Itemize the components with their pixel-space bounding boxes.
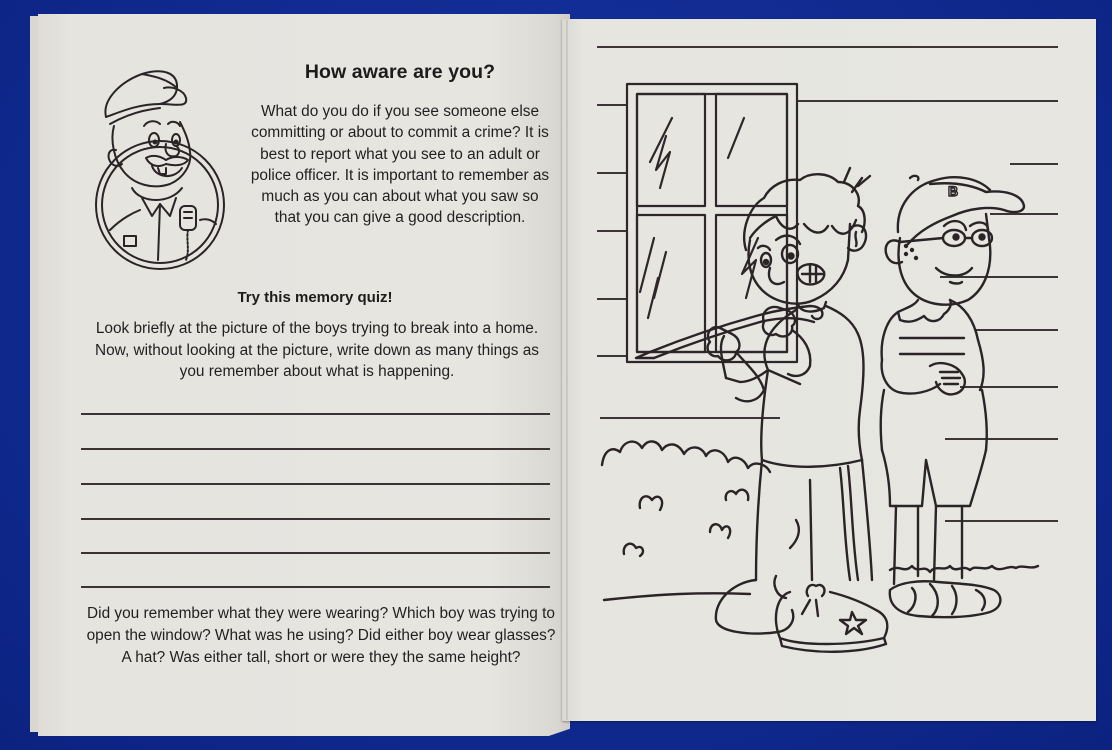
- intro-paragraph: What do you do if you see someone else committing or about to commit a crime? It is best to report what you see to an adult or police officer. It is important to remember as much as you can about what you saw so that you can give a good description.: [250, 103, 550, 227]
- book-gutter: [566, 20, 568, 720]
- quiz-heading: Try this memory quiz!: [237, 289, 393, 306]
- page-title: How aware are you?: [304, 61, 496, 83]
- follow-up-questions: Did you remember what they were wearing? Which boy was trying to open the window? What was he using? Did either boy wear glasses? A hat? Was either tall, short or were they the same height?: [86, 605, 556, 666]
- svg-text:B: B: [948, 183, 959, 199]
- answer-line[interactable]: [81, 518, 550, 520]
- siding-line: [597, 46, 1058, 48]
- answer-line[interactable]: [81, 586, 550, 588]
- answer-line[interactable]: [81, 413, 550, 415]
- boys-illustration: [600, 120, 1040, 660]
- answer-line[interactable]: [81, 448, 550, 450]
- quiz-instructions: Look briefly at the picture of the boys trying to break into a home. Now, without looking at the picture, write down as many things as you remember about what is happening.: [95, 320, 539, 380]
- answer-line[interactable]: [81, 552, 550, 554]
- answer-line[interactable]: [81, 483, 550, 485]
- police-officer-icon: [80, 60, 250, 280]
- siding-line: [797, 100, 1058, 102]
